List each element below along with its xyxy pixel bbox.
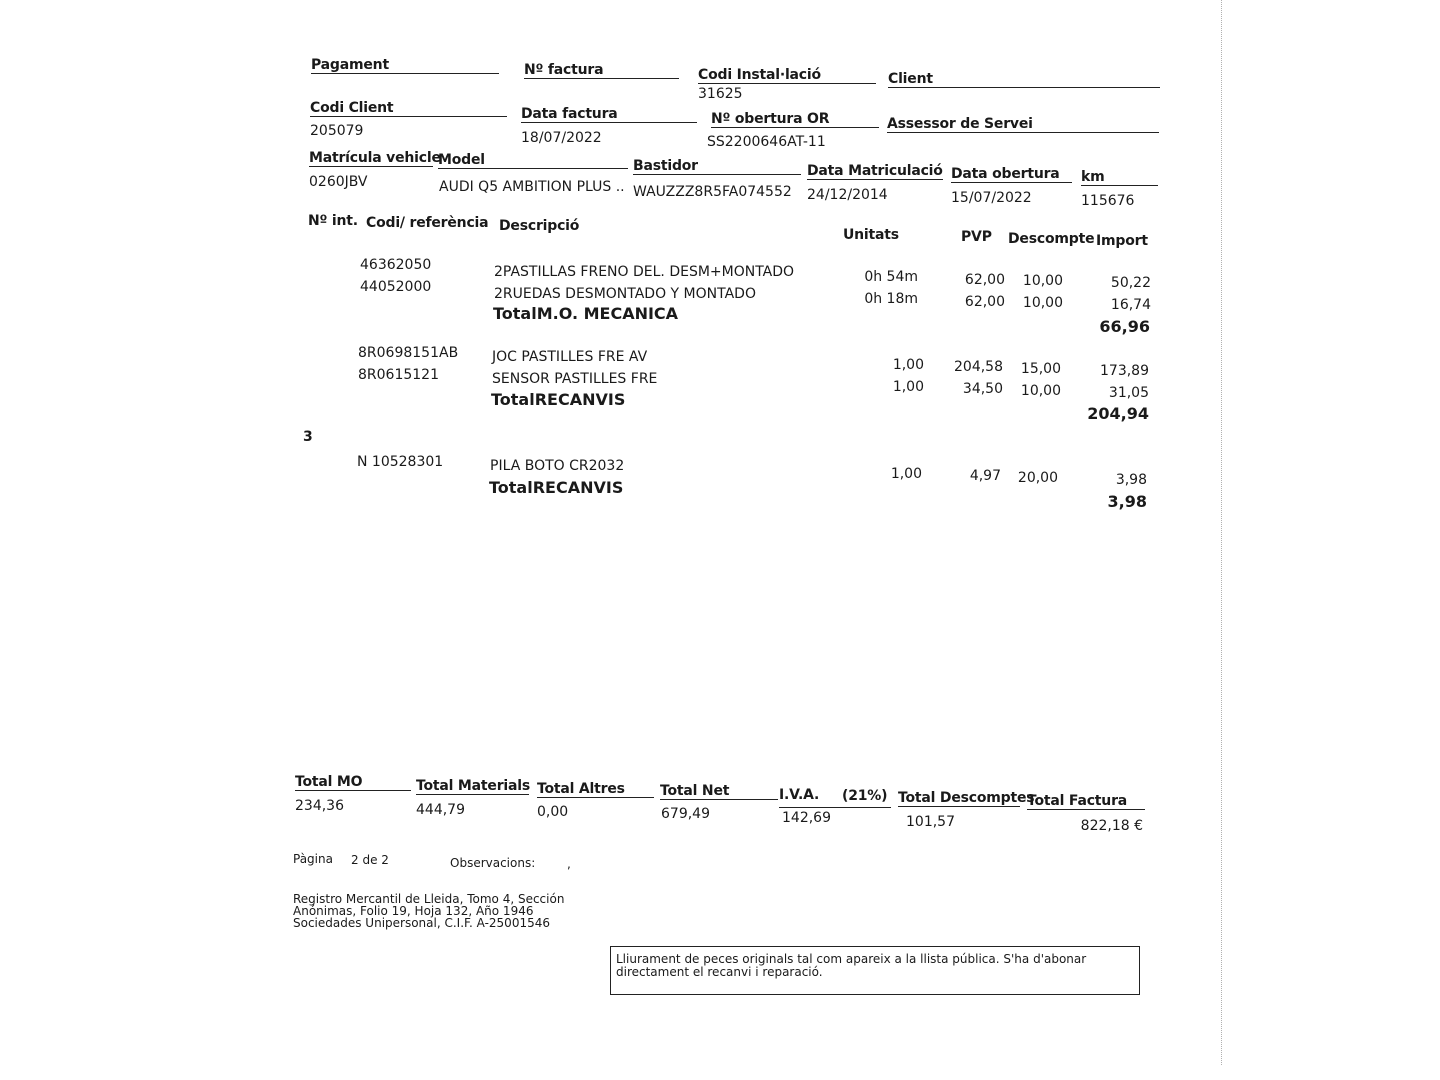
section-total-label: TotalRECANVIS (491, 390, 626, 409)
line-units: 0h 18m (864, 291, 918, 307)
registry-line-3: Sociedades Unipersonal, C.I.F. A-25001546 (293, 916, 550, 930)
bastidor-label: Bastidor (633, 158, 801, 175)
observacions-value: , (567, 857, 571, 871)
line-pvp: 62,00 (964, 272, 1005, 288)
total-mo-value: 234,36 (295, 798, 344, 814)
line-pvp: 34,50 (962, 381, 1003, 397)
total-descomptes-label: Total Descomptes (898, 790, 1035, 806)
line-units: 1,00 (892, 379, 924, 395)
codi-client-label: Codi Client (310, 100, 507, 117)
line-code: 8R0615121 (358, 367, 439, 383)
total-descomptes-value: 101,57 (906, 814, 955, 830)
line-discount: 20,00 (1017, 470, 1058, 486)
bastidor-value: WAUZZZ8R5FA074552 (633, 184, 792, 200)
client-label: Client (888, 71, 1160, 88)
registry-line-2: Anónimas, Folio 19, Hoja 132, Año 1946 (293, 904, 534, 918)
line-code: 44052000 (360, 279, 432, 295)
line-amount: 50,22 (1110, 275, 1151, 291)
line-amount: 173,89 (1100, 363, 1149, 379)
line-code: 8R0698151AB (358, 345, 459, 361)
line-units: 1,00 (890, 466, 922, 482)
col-num-int: Nº int. (308, 213, 358, 229)
line-pvp: 204,58 (954, 359, 1003, 375)
section-total-label: TotalM.O. MECANICA (493, 304, 679, 323)
originals-notice-box (610, 946, 1140, 995)
total-mo-label: Total MO (295, 774, 411, 791)
data-factura-value: 18/07/2022 (521, 130, 602, 146)
line-description: 2PASTILLAS FRENO DEL. DESM+MONTADO (494, 264, 795, 280)
km-value: 115676 (1081, 193, 1135, 209)
line-description: JOC PASTILLES FRE AV (492, 349, 648, 365)
section-total-value: 204,94 (1087, 404, 1149, 423)
model-label: Model (438, 152, 628, 169)
line-code: N 10528301 (357, 454, 444, 470)
line-code: 46362050 (360, 257, 432, 273)
line-units: 0h 54m (864, 269, 918, 285)
line-amount: 16,74 (1110, 297, 1151, 313)
matricula-value: 0260JBV (309, 174, 368, 190)
total-materials-label: Total Materials (416, 778, 530, 794)
line-units: 1,00 (892, 357, 924, 373)
model-value: AUDI Q5 AMBITION PLUS .. (439, 179, 625, 195)
data-matriculacio-value: 24/12/2014 (807, 187, 888, 203)
col-codi: Codi/ referència (366, 215, 489, 231)
line-pvp: 4,97 (969, 468, 1001, 484)
section-total-value: 66,96 (1099, 317, 1150, 336)
line-amount: 3,98 (1115, 472, 1147, 488)
notice-line-2: directament el recanvi i reparació. (616, 965, 823, 979)
line-discount: 10,00 (1022, 273, 1063, 289)
line-description: SENSOR PASTILLES FRE (492, 371, 658, 387)
col-descompte: Descompte (1008, 231, 1095, 247)
total-altres-label: Total Altres (537, 781, 654, 798)
line-discount: 15,00 (1020, 361, 1061, 377)
codi-client-value: 205079 (310, 123, 364, 139)
section-total-label: TotalRECANVIS (489, 478, 624, 497)
num-obertura-value: SS2200646AT-11 (707, 134, 826, 150)
line-description: 2RUEDAS DESMONTADO Y MONTADO (494, 286, 756, 302)
km-label: km (1081, 169, 1158, 186)
total-net-value: 679,49 (661, 806, 710, 822)
line-discount: 10,00 (1022, 295, 1063, 311)
section-number: 3 (303, 429, 313, 445)
line-amount: 31,05 (1108, 385, 1149, 401)
line-discount: 10,00 (1020, 383, 1061, 399)
data-obertura-label: Data obertura (951, 166, 1072, 183)
data-matriculacio-label: Data Matriculació (807, 163, 943, 179)
total-materials-value: 444,79 (416, 802, 465, 818)
col-descripcio: Descripció (499, 218, 580, 234)
total-factura-label: Total Factura (1027, 793, 1145, 810)
col-pvp: PVP (961, 229, 992, 245)
data-obertura-value: 15/07/2022 (951, 190, 1032, 206)
iva-rate: (21%) (842, 788, 888, 804)
notice-line-1: Lliurament de peces originals tal com apareix a la llista pública. S'ha d'abonar (616, 952, 1087, 966)
line-description: PILA BOTO CR2032 (490, 458, 625, 474)
col-unitats: Unitats (843, 227, 899, 243)
num-obertura-label: Nº obertura OR (711, 111, 879, 128)
page-label: Pàgina (293, 852, 333, 866)
data-factura-label: Data factura (521, 106, 697, 123)
codi-installacio-label: Codi Instal·lació (698, 67, 876, 84)
observacions-label: Observacions: (450, 856, 536, 870)
total-altres-value: 0,00 (537, 804, 569, 820)
total-net-label: Total Net (660, 783, 778, 800)
assessor-label: Assessor de Servei (887, 116, 1159, 133)
num-factura-label: Nº factura (524, 62, 679, 79)
iva-value: 142,69 (782, 810, 831, 826)
line-pvp: 62,00 (964, 294, 1005, 310)
scan-edge-line (1221, 0, 1222, 1065)
matricula-label: Matrícula vehicle (309, 150, 441, 166)
pagament-label: Pagament (311, 57, 499, 74)
registry-line-1: Registro Mercantil de Lleida, Tomo 4, Sección (293, 892, 565, 906)
iva-label: I.V.A. (779, 787, 820, 803)
codi-installacio-value: 31625 (698, 86, 743, 102)
section-total-value: 3,98 (1107, 492, 1147, 511)
col-import: Import (1096, 233, 1148, 249)
page-number: 2 de 2 (351, 853, 389, 867)
total-factura-value: 822,18 € (1080, 818, 1143, 834)
